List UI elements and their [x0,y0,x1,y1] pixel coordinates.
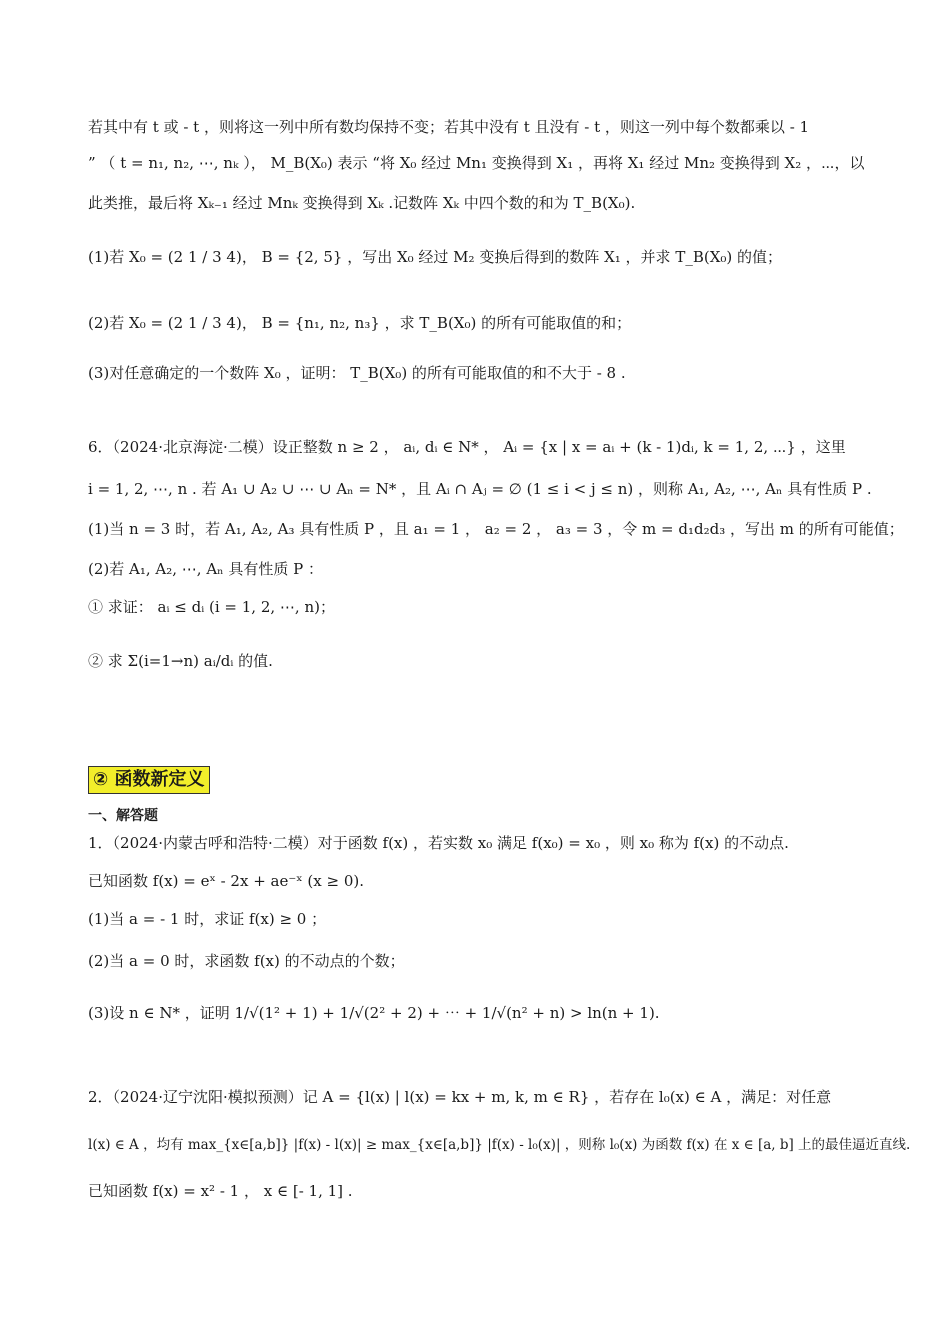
problem6-sub-1: ① 求证： aᵢ ≤ dᵢ (i = 1, 2, ⋯, n)； [88,598,335,616]
problem5-text-line-1: 若其中有 t 或 - t ，则将这一列中所有数均保持不变；若其中没有 t 且没有 - t ，则这一列中每个数都乘以 - 1 [88,118,810,136]
problem5-part-3: (3)对任意确定的一个数阵 X₀ ，证明： T_B(X₀) 的所有可能取值的和不大于 - 8 . [88,364,626,382]
problem5-part-2: (2)若 X₀ = (2 1 / 3 4)， B = {n₁, n₂, n₃} ，求 T_B(X₀) 的所有可能取值的和； [88,314,632,332]
problem6-part-1: (1)当 n = 3 时，若 A₁, A₂, A₃ 具有性质 P ，且 a₁ = 1 ， a₂ = 2 ， a₃ = 3 ，令 m = d₁d₂d₃ ，写出 m 的所有可能值； [88,520,904,538]
problem6-stem-line-1: 6．（2024·北京海淀·二模）设正整数 n ≥ 2 ， aᵢ, dᵢ ∈ N* ， Aᵢ = {x | x = aᵢ + (k - 1)dᵢ, k = 1, 2, ⋯} ，这里 [88,438,846,456]
problem2-stem-line-1: 2．（2024·辽宁沈阳·模拟预测）记 A = {l(x) | l(x) = kx + m, k, m ∈ R} ，若存在 l₀(x) ∈ A ，满足：对任意 [88,1088,832,1106]
problem6-part-2: (2)若 A₁, A₂, ⋯, Aₙ 具有性质 P ： [88,560,324,578]
section-title: ② 函数新定义 [88,766,210,794]
problem5-text-line-2: ” （ t = n₁, n₂, ⋯, nₖ ）， M_B(X₀) 表示 “将 X₀ 经过 Mn₁ 变换得到 X₁ ，再将 X₁ 经过 Mn₂ 变换得到 X₂ ，⋯，以 [88,154,865,172]
problem1-part-3: (3)设 n ∈ N* ，证明 1/√(1² + 1) + 1/√(2² + 2) + ⋯ + 1/√(n² + n) > ln(n + 1). [88,1004,660,1022]
problem6-sub-2: ② 求 Σ(i=1→n) aᵢ/dᵢ 的值. [88,652,273,670]
problem1-stem-line-1: 1．（2024·内蒙古呼和浩特·二模）对于函数 f(x) ，若实数 x₀ 满足 f(x₀) = x₀ ，则 x₀ 称为 f(x) 的不动点. [88,834,789,852]
problem6-stem-line-2: i = 1, 2, ⋯, n . 若 A₁ ∪ A₂ ∪ ⋯ ∪ Aₙ = N* ，且 Aᵢ ∩ Aⱼ = ∅ (1 ≤ i < j ≤ n) ，则称 A₁, A₂, ⋯, Aₙ 具有性质 P . [88,480,872,498]
problem2-stem-line-2: l(x) ∈ A ，均有 max_{x∈[a,b]} |f(x) - l(x)| ≥ max_{x∈[a,b]} |f(x) - l₀(x)| ，则称 l₀(x) 为函数 f(x) 在 x ∈ [a, b] 上的最佳逼近直线. [88,1137,911,1153]
section-subtitle: 一、解答题 [88,808,158,824]
problem5-text-line-3: 此类推，最后将 Xₖ₋₁ 经过 Mnₖ 变换得到 Xₖ .记数阵 Xₖ 中四个数的和为 T_B(X₀). [88,194,636,212]
problem1-part-2: (2)当 a = 0 时，求函数 f(x) 的不动点的个数； [88,952,405,970]
problem2-stem-line-3: 已知函数 f(x) = x² - 1 ， x ∈ [- 1, 1] . [88,1182,353,1200]
problem1-part-1: (1)当 a = - 1 时，求证 f(x) ≥ 0 ； [88,910,327,928]
problem5-part-1: (1)若 X₀ = (2 1 / 3 4)， B = {2, 5} ，写出 X₀ 经过 M₂ 变换后得到的数阵 X₁ ，并求 T_B(X₀) 的值； [88,248,783,266]
problem1-stem-line-2: 已知函数 f(x) = eˣ - 2x + ae⁻ˣ (x ≥ 0). [88,872,364,890]
